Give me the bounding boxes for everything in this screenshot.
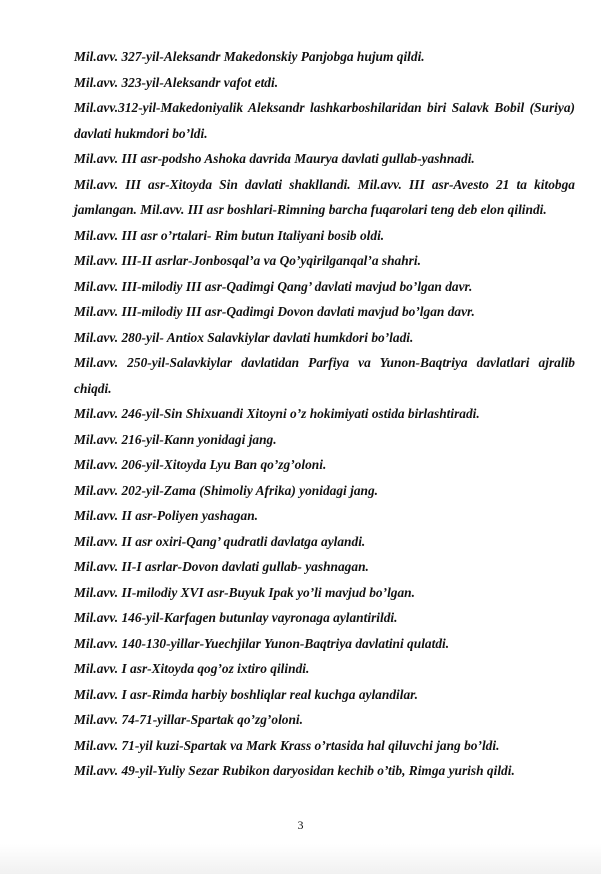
timeline-entry: Mil.avv. 206-yil-Xitoyda Lyu Ban qo’zg’oloni. [74,457,327,472]
timeline-entry: Mil.avv. III-milodiy III asr-Qadimgi Dovon davlati mavjud bo’lgan davr. [74,304,475,319]
timeline-entry: Mil.avv. 250-yil-Salavkiylar davlatidan Parfiya va Yunon-Baqtriya davlatlari ajralib chiqdi. [74,355,575,396]
timeline-entry: Mil.avv. II asr-Poliyen yashagan. [74,508,258,523]
page-number: 3 [297,818,304,832]
timeline-entry: Mil.avv. 246-yil-Sin Shixuandi Xitoyni o’z hokimiyati ostida birlashtiradi. [74,406,480,421]
timeline-entry: Mil.avv. I asr-Rimda harbiy boshliqlar real kuchga aylandilar. [74,686,418,702]
timeline-entry: Mil.avv. 202-yil-Zama (Shimoliy Afrika) yonidagi jang. [74,482,379,498]
timeline-entry: Mil.avv. 323-yil-Aleksandr vafot etdi. [74,74,279,90]
timeline-entry: Mil.avv. 49-yil-Yuliy Sezar Rubikon daryosidan kechib o’tib, Rimga yurish qildi. [74,763,515,778]
page-bottom-edge [0,844,601,874]
timeline-entry: Mil.avv. 71-yil kuzi-Spartak va Mark Krass o’rtasida hal qiluvchi jang bo’ldi. [74,737,500,753]
timeline-entry: Mil.avv. 216-yil-Kann yonidagi jang. [74,431,277,447]
timeline-entry: Mil.avv. 74-71-yillar-Spartak qo’zg’oloni. [74,712,303,727]
timeline-entry: Mil.avv. I asr-Xitoyda qog’oz ixtiro qilindi. [74,661,310,676]
timeline-entry: Mil.avv. III asr-Xitoyda Sin davlati shakllandi. Mil.avv. III asr-Avesto 21 ta kitobga jamlangan. Mil.avv. III asr boshlari-Rimning barcha fuqarolari teng deb elon qilindi. [74,176,575,217]
timeline-entry: Mil.avv. III asr o’rtalari- Rim butun Italiyani bosib oldi. [74,227,385,243]
timeline-entry: Mil.avv. 140-130-yillar-Yuechjilar Yunon-Baqtriya davlatini qulatdi. [74,635,450,651]
timeline-entry: Mil.avv. III-II asrlar-Jonbosqal’a va Qo’yqirilganqal’a shahri. [74,253,421,268]
timeline-entry: Mil.avv. II-I asrlar-Dovon davlati gullab- yashnagan. [74,559,369,574]
timeline-entry: Mil.avv. III asr-podsho Ashoka davrida Maurya davlati gullab-yashnadi. [74,151,475,166]
timeline-entry: Mil.avv. 280-yil- Antiox Salavkiylar davlati humkdori bo’ladi. [74,329,414,345]
timeline-entry: Mil.avv. 327-yil-Aleksandr Makedonskiy Panjobga hujum qildi. [74,49,425,64]
timeline-entry: Mil.avv.312-yil-Makedoniyalik Aleksandr lashkarboshilaridan biri Salavk Bobil (Suriya) davlati hukmdori bo’ldi. [74,100,575,141]
timeline-entry: Mil.avv. 146-yil-Karfagen butunlay vayronaga aylantirildi. [74,610,398,625]
timeline-entry: Mil.avv. II-milodiy XVI asr-Buyuk Ipak yo’li mavjud bo’lgan. [74,584,415,600]
document-body [74,44,575,784]
timeline-entry: Mil.avv. III-milodiy III asr-Qadimgi Qang’ davlati mavjud bo’lgan davr. [74,278,473,294]
timeline-entry: Mil.avv. II asr oxiri-Qang’ qudratli davlatga aylandi. [74,533,366,549]
